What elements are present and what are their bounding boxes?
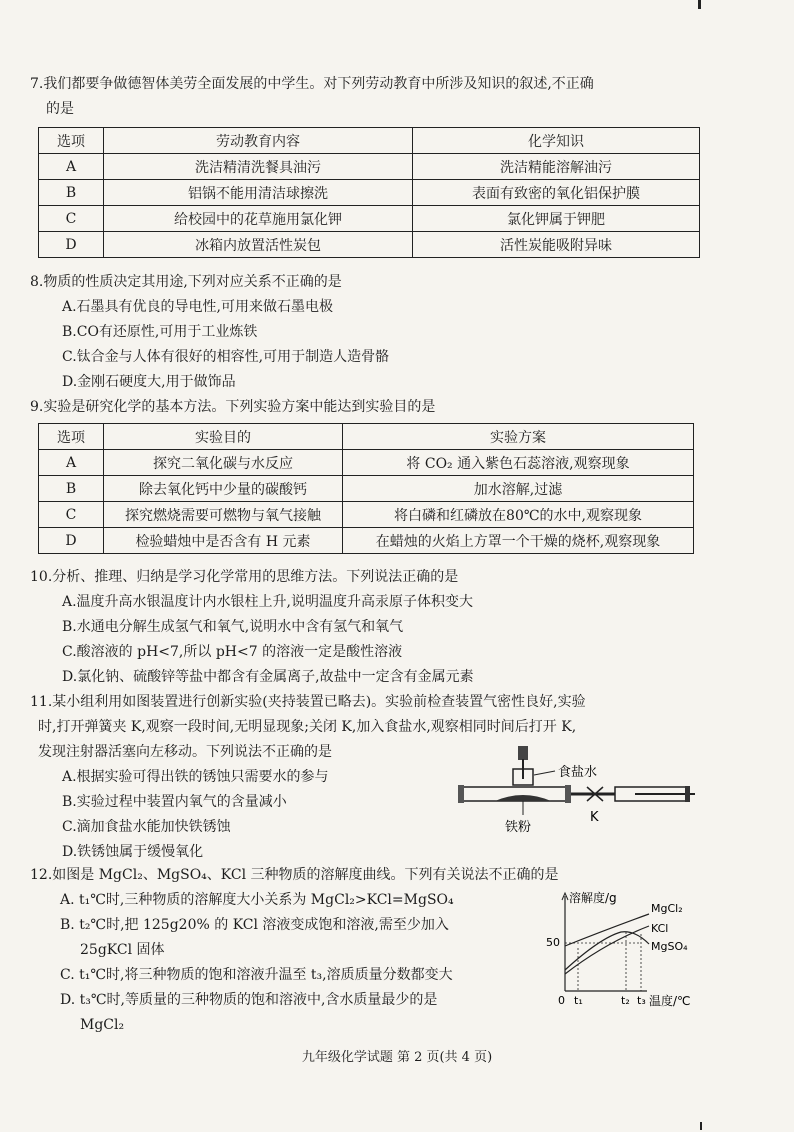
salt-water-label: 食盐水 <box>558 765 598 780</box>
q7-cell: 氯化钾属于钾肥 <box>413 206 700 232</box>
q9-stem: 9.实验是研究化学的基本方法。下列实验方案中能达到实验目的是 <box>30 399 436 415</box>
kcl-curve <box>565 926 649 974</box>
q12-option-c: C. t₁℃时,将三种物质的饱和溶液升温至 t₃,溶质质量分数都变大 <box>60 967 453 983</box>
q9-cell: C <box>39 502 104 528</box>
q11-option-d: D.铁锈蚀属于缓慢氧化 <box>62 844 204 860</box>
syringe-plunger-head <box>685 786 690 802</box>
t1-label: t₁ <box>574 994 583 1007</box>
q12-solubility-graph <box>545 888 705 1013</box>
q11-stem-line3: 发现注射器活塞向左移动。下列说法不正确的是 <box>38 744 332 760</box>
question-9 <box>30 395 764 420</box>
q12-option-d-line1: D. t₃℃时,等质量的三种物质的饱和溶液中,含水质量最少的是 <box>60 992 438 1008</box>
table-row <box>39 450 694 476</box>
q11-option-a: A.根据实验可得出铁的锈蚀只需要水的参与 <box>62 769 329 785</box>
q11-stem-line2: 时,打开弹簧夹 K,观察一段时间,无明显现象;关闭 K,加入食盐水,观察相同时间后打开 K, <box>38 719 577 735</box>
scan-mark-bottom <box>700 1122 702 1130</box>
question-8 <box>30 270 764 395</box>
q9-cell: 除去氧化钙中少量的碳酸钙 <box>104 476 343 502</box>
q7-stem-line2: 的是 <box>46 101 74 117</box>
q7-cell: A <box>39 154 104 180</box>
q9-cell: 加水溶解,过滤 <box>343 476 694 502</box>
t2-label: t₂ <box>621 994 630 1007</box>
q11-apparatus-figure <box>455 743 705 838</box>
table-row <box>39 476 694 502</box>
q7-cell: C <box>39 206 104 232</box>
q7-table <box>38 127 700 258</box>
mgso4-label: MgSO₄ <box>651 940 688 953</box>
q7-table-header <box>39 128 700 154</box>
table-row <box>39 206 700 232</box>
q9-table <box>38 423 694 554</box>
q7-cell: 表面有致密的氧化铝保护膜 <box>413 180 700 206</box>
question-10 <box>30 565 764 690</box>
mgcl2-label: MgCl₂ <box>651 902 683 915</box>
q8-option-a: A.石墨具有优良的导电性,可用来做石墨电极 <box>62 299 334 315</box>
clamp-k-label: K <box>590 810 599 825</box>
scan-mark-top <box>698 0 701 9</box>
q7-stem-line1: 7.我们都要争做德智体美劳全面发展的中学生。对下列劳动教育中所涉及知识的叙述,不正确 <box>30 76 594 92</box>
y-tick-50: 50 <box>546 936 560 949</box>
table-row <box>39 154 700 180</box>
q8-option-c: C.钛合金与人体有很好的相容性,可用于制造人造骨骼 <box>62 349 390 365</box>
tube-end-right <box>565 785 571 803</box>
q12-option-d-line2: MgCl₂ <box>80 1017 125 1033</box>
q11-option-c: C.滴加食盐水能加快铁锈蚀 <box>62 819 231 835</box>
q9-cell: 将 CO₂ 通入紫色石蕊溶液,观察现象 <box>343 450 694 476</box>
q7-header-option: 选项 <box>39 128 104 154</box>
table-row <box>39 180 700 206</box>
q12-option-a: A. t₁℃时,三种物质的溶解度大小关系为 MgCl₂>KCl=MgSO₄ <box>60 892 454 908</box>
q9-header-goal: 实验目的 <box>104 424 343 450</box>
q10-option-b: B.水通电分解生成氢气和氧气,说明水中含有氢气和氧气 <box>62 619 404 635</box>
iron-powder <box>495 795 551 801</box>
q8-option-b: B.CO有还原性,可用于工业炼铁 <box>62 324 258 340</box>
t3-label: t₃ <box>637 994 646 1007</box>
q10-option-c: C.酸溶液的 pH<7,所以 pH<7 的溶液一定是酸性溶液 <box>62 644 403 660</box>
q10-stem: 10.分析、推理、归纳是学习化学常用的思维方法。下列说法正确的是 <box>30 569 459 585</box>
origin-label: 0 <box>558 994 565 1007</box>
q9-table-header <box>39 424 694 450</box>
iron-powder-label: 铁粉 <box>505 820 532 835</box>
q11-stem-line1: 11.某小组利用如图装置进行创新实验(夹持装置已略去)。实验前检查装置气密性良好,实验 <box>30 694 586 710</box>
q9-cell: 探究二氧化碳与水反应 <box>104 450 343 476</box>
q9-cell: 将白磷和红磷放在80℃的水中,观察现象 <box>343 502 694 528</box>
q9-cell: 探究燃烧需要可燃物与氧气接触 <box>104 502 343 528</box>
pointer-line <box>534 771 555 775</box>
q9-cell: A <box>39 450 104 476</box>
q9-header-plan: 实验方案 <box>343 424 694 450</box>
page-footer: 九年级化学试题 第 2 页(共 4 页) <box>301 1050 493 1065</box>
table-row <box>39 502 694 528</box>
q9-cell: B <box>39 476 104 502</box>
table-row <box>39 528 694 554</box>
q7-cell: 冰箱内放置活性炭包 <box>104 232 413 258</box>
kcl-label: KCl <box>651 922 669 935</box>
q7-cell: 活性炭能吸附异味 <box>413 232 700 258</box>
q10-option-a: A.温度升高水银温度计内水银柱上升,说明温度升高汞原子体积变大 <box>62 594 474 610</box>
question-7 <box>30 72 764 122</box>
q7-cell: B <box>39 180 104 206</box>
q9-header-option: 选项 <box>39 424 104 450</box>
q8-stem: 8.物质的性质决定其用途,下列对应关系不正确的是 <box>30 274 342 290</box>
q11-option-b: B.实验过程中装置内氧气的含量减小 <box>62 794 287 810</box>
q12-option-b-line2: 25gKCl 固体 <box>80 942 165 958</box>
q7-cell: 给校园中的花草施用氯化钾 <box>104 206 413 232</box>
x-axis-label: 温度/℃ <box>649 994 691 1008</box>
q7-cell: D <box>39 232 104 258</box>
y-axis-label: 溶解度/g <box>569 891 617 905</box>
q7-header-knowledge: 化学知识 <box>413 128 700 154</box>
table-row <box>39 232 700 258</box>
q8-option-d: D.金刚石硬度大,用于做饰品 <box>62 374 236 390</box>
q12-stem: 12.如图是 MgCl₂、MgSO₄、KCl 三种物质的溶解度曲线。下列有关说法不正确的是 <box>30 867 559 883</box>
q12-option-b-line1: B. t₂℃时,把 125g20% 的 KCl 溶液变成饱和溶液,需至少加入 <box>60 917 449 933</box>
tube-end-left <box>458 785 464 803</box>
q9-cell: 在蜡烛的火焰上方罩一个干燥的烧杯,观察现象 <box>343 528 694 554</box>
q7-cell: 铝锅不能用清洁球擦洗 <box>104 180 413 206</box>
mgcl2-curve <box>565 914 649 946</box>
q7-cell: 洗洁精能溶解油污 <box>413 154 700 180</box>
q7-header-content: 劳动教育内容 <box>104 128 413 154</box>
q7-cell: 洗洁精清洗餐具油污 <box>104 154 413 180</box>
q9-cell: 检验蜡烛中是否含有 H 元素 <box>104 528 343 554</box>
q9-cell: D <box>39 528 104 554</box>
q10-option-d: D.氯化钠、硫酸锌等盐中都含有金属离子,故盐中一定含有金属元素 <box>62 669 474 685</box>
syringe-stopper <box>518 746 528 760</box>
